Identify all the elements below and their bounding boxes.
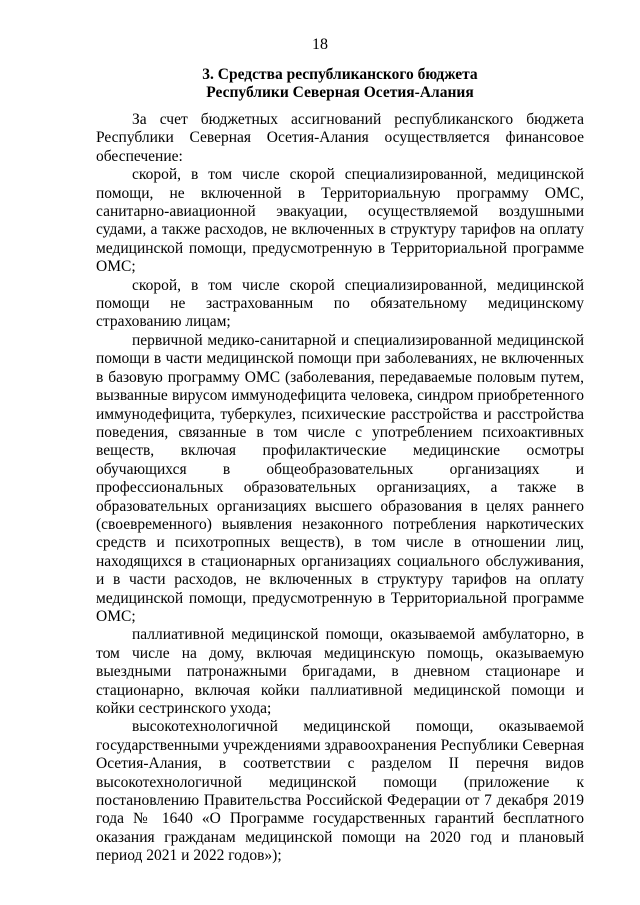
- paragraph-primary-specialized-care: первичной медико-санитарной и специализированной медицинской помощи в части медицинской помощи при заболеваниях, не включенных в базовую программу ОМС (заболевания, передаваемые половым путем, вызванные вирусом иммунодефицита человека, синдром приобретенного иммунодефицита, туберкулез, психические расстройства и расстройства поведения, связанные в том числе с употреблением психоактивных веществ, включая профилактические медицинские осмотры обучающихся в общеобразовательных организациях и профессиональных образовательных организациях, а также в образовательных организациях высшего образования в целях раннего (своевременного) выявления незаконного потребления наркотических средств и психотропных веществ), в том числе в отношении лиц, находящихся в стационарных организациях социального обслуживания, и в части расходов, не включенных в структуру тарифов на оплату медицинской помощи, предусмотренную в Территориальной программе ОМС;: [96, 331, 584, 625]
- page-number: 18: [312, 36, 328, 53]
- document-body: [96, 111, 584, 866]
- section-heading-line-1: 3. Средства республиканского бюджета: [202, 66, 478, 83]
- paragraph-palliative-care: паллиативной медицинской помощи, оказываемой амбулаторно, в том числе на дому, включая медицинскую помощь, оказываемую выездными патронажными бригадами, в дневном стационаре и стационарно, включая койки паллиативной медицинской помощи и койки сестринского ухода;: [96, 626, 584, 717]
- paragraph-emergency-care-uninsured: скорой, в том числе скорой специализированной, медицинской помощи не застрахованным по обязательному медицинскому страхованию лицам;: [96, 276, 584, 331]
- section-heading: [96, 66, 584, 102]
- paragraph-intro: За счет бюджетных ассигнований республиканского бюджета Республики Северная Осетия-Алания осуществляется финансовое обеспечение:: [96, 111, 584, 165]
- paragraph-emergency-care-not-in-oms: скорой, в том числе скорой специализированной, медицинской помощи, не включенной в Территориальную программу ОМС, санитарно-авиационной эвакуации, осуществляемой воздушными судами, а также расходов, не включенных в структуру тарифов на оплату медицинской помощи, предусмотренную в Территориальной программе ОМС;: [96, 166, 584, 276]
- section-heading-line-2: Республики Северная Осетия-Алания: [206, 84, 474, 101]
- paragraph-high-tech-care: высокотехнологичной медицинской помощи, оказываемой государственными учреждениями здравоохранения Республики Северная Осетия-Алания, в соответствии с разделом II перечня видов высокотехнологичной медицинской помощи (приложение к постановлению Правительства Российской Федерации от 7 декабря 2019 года № 1640 «О Программе государственных гарантий бесплатного оказания гражданам медицинской помощи на 2020 год и плановый период 2021 и 2022 годов»);: [96, 718, 584, 865]
